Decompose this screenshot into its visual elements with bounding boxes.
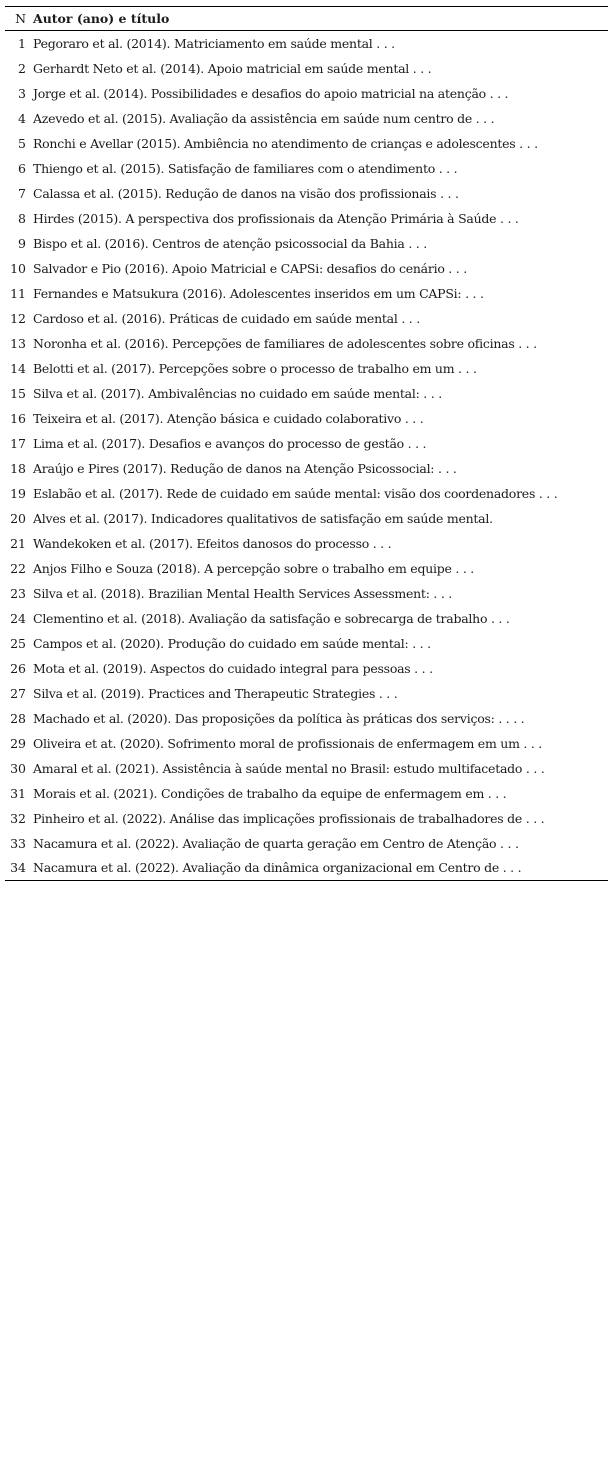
row-reference: Alves et al. (2017). Indicadores qualitativos de satisfação em saúde mental. xyxy=(33,510,493,526)
row-number: 31 xyxy=(10,785,26,801)
row-reference: Ronchi e Avellar (2015). Ambiência no atendimento de crianças e adolescentes . . . xyxy=(33,135,538,151)
table-row xyxy=(5,656,608,681)
row-reference: Gerhardt Neto et al. (2014). Apoio matricial em saúde mental . . . xyxy=(33,60,432,76)
row-number: 23 xyxy=(10,585,26,601)
table-row xyxy=(5,381,608,406)
table-row xyxy=(5,106,608,131)
row-reference: Nacamura et al. (2022). Avaliação da dinâmica organizacional em Centro de . . . xyxy=(33,860,522,876)
row-reference: Pinheiro et al. (2022). Análise das implicações profissionais de trabalhadores de . . . xyxy=(33,810,545,826)
row-number: 27 xyxy=(10,685,26,701)
table-row xyxy=(5,156,608,181)
row-reference: Nacamura et al. (2022). Avaliação de quarta geração em Centro de Atenção . . . xyxy=(33,835,519,851)
table-row xyxy=(5,181,608,206)
row-number: 6 xyxy=(18,160,26,176)
row-reference: Araújo e Pires (2017). Redução de danos na Atenção Psicossocial: . . . xyxy=(33,460,457,476)
table-row xyxy=(5,631,608,656)
row-number: 4 xyxy=(18,110,26,126)
table-row xyxy=(5,306,608,331)
row-reference: Noronha et al. (2016). Percepções de familiares de adolescentes sobre oficinas . . . xyxy=(33,335,537,351)
row-number: 25 xyxy=(10,635,26,651)
table-row xyxy=(5,856,608,881)
table-row xyxy=(5,731,608,756)
row-number: 1 xyxy=(18,35,26,51)
row-number: 15 xyxy=(10,385,26,401)
table-row xyxy=(5,356,608,381)
row-number: 29 xyxy=(10,735,26,751)
table-row xyxy=(5,556,608,581)
references-table-container xyxy=(5,6,608,881)
row-reference: Campos et al. (2020). Produção do cuidado em saúde mental: . . . xyxy=(33,635,431,651)
row-reference: Salvador e Pio (2016). Apoio Matricial e CAPSi: desafios do cenário . . . xyxy=(33,260,467,276)
table-header xyxy=(5,7,608,31)
table-row xyxy=(5,281,608,306)
table-row xyxy=(5,481,608,506)
row-number: 20 xyxy=(10,510,26,526)
row-reference: Clementino et al. (2018). Avaliação da satisfação e sobrecarga de trabalho . . . xyxy=(33,610,510,626)
column-header-title: Autor (ano) e título xyxy=(33,11,170,26)
row-number: 14 xyxy=(10,360,26,376)
row-number: 24 xyxy=(10,610,26,626)
table-row xyxy=(5,31,608,56)
row-reference: Belotti et al. (2017). Percepções sobre o processo de trabalho em um . . . xyxy=(33,360,477,376)
row-number: 7 xyxy=(18,185,26,201)
table-row xyxy=(5,331,608,356)
row-number: 11 xyxy=(10,285,26,301)
table-row xyxy=(5,681,608,706)
row-reference: Eslabão et al. (2017). Rede de cuidado em saúde mental: visão dos coordenadores . . . xyxy=(33,485,558,501)
table-row xyxy=(5,431,608,456)
row-reference: Amaral et al. (2021). Assistência à saúde mental no Brasil: estudo multifacetado . . . xyxy=(33,760,545,776)
row-reference: Calassa et al. (2015). Redução de danos na visão dos profissionais . . . xyxy=(33,185,459,201)
row-number: 8 xyxy=(18,210,26,226)
row-reference: Teixeira et al. (2017). Atenção básica e cuidado colaborativo . . . xyxy=(33,410,424,426)
table-row xyxy=(5,206,608,231)
table-row xyxy=(5,131,608,156)
row-number: 3 xyxy=(18,85,26,101)
table-row xyxy=(5,406,608,431)
row-number: 30 xyxy=(10,760,26,776)
row-number: 22 xyxy=(10,560,26,576)
table-row xyxy=(5,581,608,606)
row-reference: Cardoso et al. (2016). Práticas de cuidado em saúde mental . . . xyxy=(33,310,420,326)
table-row xyxy=(5,81,608,106)
row-reference: Thiengo et al. (2015). Satisfação de familiares com o atendimento . . . xyxy=(33,160,458,176)
table-row xyxy=(5,606,608,631)
row-number: 34 xyxy=(10,860,26,876)
row-reference: Silva et al. (2017). Ambivalências no cuidado em saúde mental: . . . xyxy=(33,385,442,401)
row-reference: Azevedo et al. (2015). Avaliação da assistência em saúde num centro de . . . xyxy=(33,110,495,126)
row-number: 19 xyxy=(10,485,26,501)
row-reference: Bispo et al. (2016). Centros de atenção psicossocial da Bahia . . . xyxy=(33,235,427,251)
row-reference: Mota et al. (2019). Aspectos do cuidado integral para pessoas . . . xyxy=(33,660,433,676)
row-reference: Silva et al. (2019). Practices and Therapeutic Strategies . . . xyxy=(33,685,398,701)
row-reference: Lima et al. (2017). Desafios e avanços do processo de gestão . . . xyxy=(33,435,427,451)
row-number: 21 xyxy=(10,535,26,551)
column-header-n: N xyxy=(15,11,26,26)
row-number: 2 xyxy=(18,60,26,76)
row-reference: Jorge et al. (2014). Possibilidades e desafios do apoio matricial na atenção . . . xyxy=(33,85,509,101)
row-number: 9 xyxy=(18,235,26,251)
row-reference: Machado et al. (2020). Das proposições da política às práticas dos serviços: . . . . xyxy=(33,710,525,726)
table-row xyxy=(5,256,608,281)
table-row xyxy=(5,506,608,531)
table-row xyxy=(5,531,608,556)
row-reference: Silva et al. (2018). Brazilian Mental Health Services Assessment: . . . xyxy=(33,585,452,601)
table-row xyxy=(5,806,608,831)
table-row xyxy=(5,756,608,781)
table-body xyxy=(5,31,608,881)
row-number: 17 xyxy=(10,435,26,451)
row-number: 16 xyxy=(10,410,26,426)
row-reference: Oliveira et at. (2020). Sofrimento moral de profissionais de enfermagem em um . . . xyxy=(33,735,543,751)
row-reference: Pegoraro et al. (2014). Matriciamento em saúde mental . . . xyxy=(33,35,395,51)
row-reference: Fernandes e Matsukura (2016). Adolescentes inseridos em um CAPSi: . . . xyxy=(33,285,484,301)
row-number: 33 xyxy=(10,835,26,851)
row-number: 12 xyxy=(10,310,26,326)
row-reference: Hirdes (2015). A perspectiva dos profissionais da Atenção Primária à Saúde . . . xyxy=(33,210,519,226)
table-row xyxy=(5,706,608,731)
row-number: 28 xyxy=(10,710,26,726)
references-table xyxy=(5,6,608,881)
table-row xyxy=(5,831,608,856)
row-reference: Morais et al. (2021). Condições de trabalho da equipe de enfermagem em . . . xyxy=(33,785,507,801)
row-reference: Anjos Filho e Souza (2018). A percepção sobre o trabalho em equipe . . . xyxy=(33,560,474,576)
table-row xyxy=(5,231,608,256)
table-row xyxy=(5,456,608,481)
row-number: 18 xyxy=(10,460,26,476)
header-row xyxy=(5,7,608,31)
row-reference: Wandekoken et al. (2017). Efeitos danosos do processo . . . xyxy=(33,535,392,551)
row-number: 26 xyxy=(10,660,26,676)
row-number: 32 xyxy=(10,810,26,826)
row-number: 13 xyxy=(10,335,26,351)
row-number: 10 xyxy=(10,260,26,276)
table-row xyxy=(5,781,608,806)
row-number: 5 xyxy=(18,135,26,151)
table-row xyxy=(5,56,608,81)
